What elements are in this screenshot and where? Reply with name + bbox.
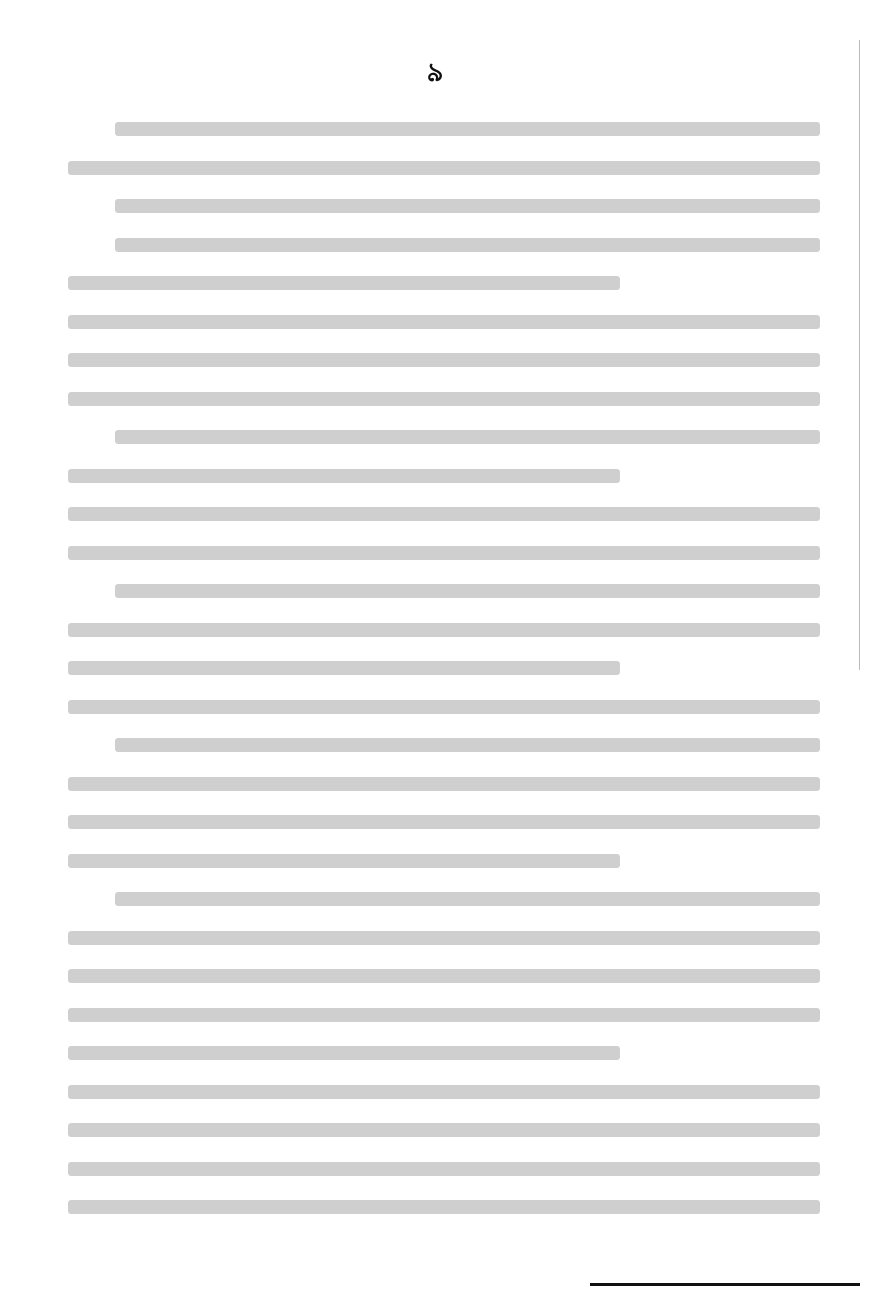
redacted-text-line: [68, 507, 820, 521]
redacted-text-line: [68, 777, 820, 791]
redacted-text-line: [68, 276, 620, 290]
redacted-text-line: [68, 1123, 820, 1137]
redacted-text-line: [68, 546, 820, 560]
redacted-text-line: [68, 931, 820, 945]
redacted-text-line: [115, 430, 820, 444]
redacted-text-line: [68, 315, 820, 329]
redacted-text-line: [115, 738, 820, 752]
redacted-text-line: [68, 1046, 620, 1060]
redacted-text-line: [68, 969, 820, 983]
redacted-text-line: [68, 854, 620, 868]
page-number: ৯: [426, 58, 444, 88]
redacted-text-line: [68, 469, 620, 483]
redacted-text-line: [68, 815, 820, 829]
redacted-text-line: [68, 392, 820, 406]
redacted-text-line: [115, 238, 820, 252]
redacted-text-line: [68, 1162, 820, 1176]
redacted-text-line: [68, 623, 820, 637]
redacted-text-line: [115, 584, 820, 598]
redacted-text-line: [68, 661, 620, 675]
redacted-text-line: [68, 353, 820, 367]
redacted-text-line: [115, 892, 820, 906]
redacted-text-line: [115, 199, 820, 213]
bottom-rule: [590, 1283, 860, 1286]
scan-edge: [859, 40, 860, 670]
redacted-text-line: [68, 1008, 820, 1022]
redacted-text-line: [115, 122, 820, 136]
redacted-text-line: [68, 1200, 820, 1214]
redacted-text-line: [68, 700, 820, 714]
redacted-text-line: [68, 161, 820, 175]
redacted-text-line: [68, 1085, 820, 1099]
